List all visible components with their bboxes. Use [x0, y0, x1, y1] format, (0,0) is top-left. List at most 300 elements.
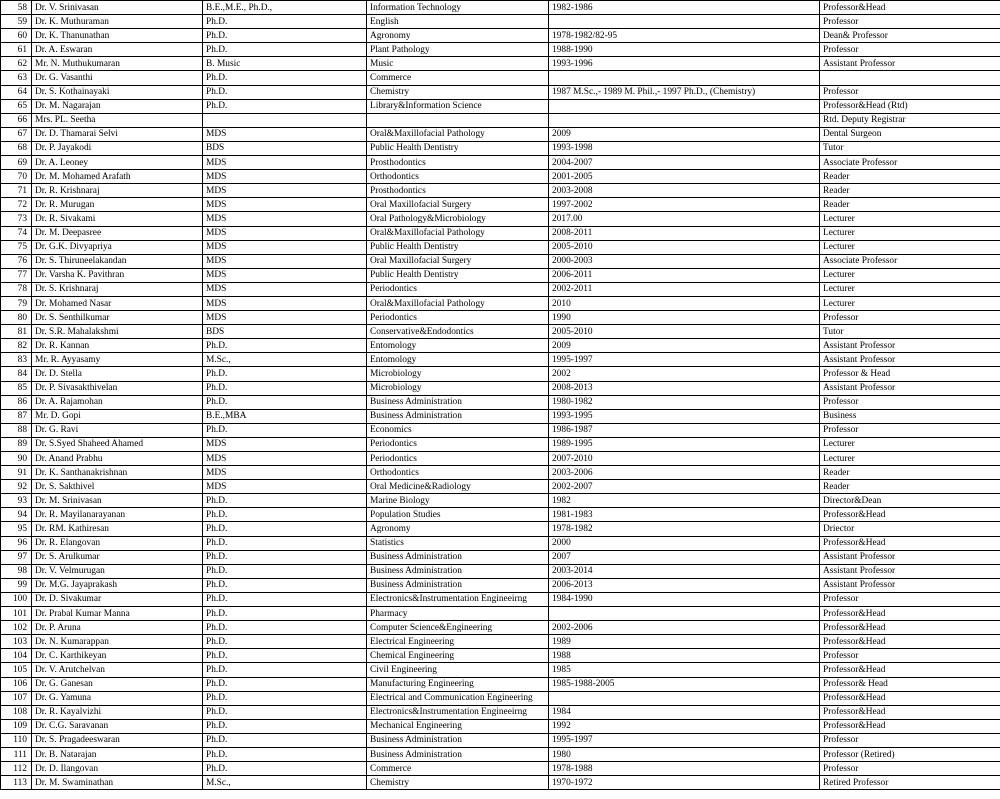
- serial-number-cell: 91: [1, 466, 32, 480]
- qualification-cell: Ph.D.: [203, 691, 367, 705]
- table-row: [1, 466, 1000, 480]
- name-cell: Dr. Mohamed Nasar: [32, 296, 203, 310]
- name-cell: Dr. A. Rajamohan: [32, 395, 203, 409]
- table-row: [1, 480, 1000, 494]
- designation-cell: Professor&Head: [820, 691, 1000, 705]
- year-cell: 1978-1982: [549, 522, 820, 536]
- designation-cell: Professor&Head: [820, 663, 1000, 677]
- qualification-cell: Ph.D.: [203, 494, 367, 508]
- subject-cell: Agronomy: [367, 29, 549, 43]
- qualification-cell: Ph.D.: [203, 536, 367, 550]
- designation-cell: Tutor: [820, 325, 1000, 339]
- year-cell: 1984: [549, 705, 820, 719]
- subject-cell: Entomology: [367, 339, 549, 353]
- designation-cell: Driector: [820, 522, 1000, 536]
- table-row: [1, 184, 1000, 198]
- table-row: [1, 156, 1000, 170]
- qualification-cell: Ph.D.: [203, 649, 367, 663]
- name-cell: Dr. V. Arutchelvan: [32, 663, 203, 677]
- year-cell: 2000-2003: [549, 254, 820, 268]
- designation-cell: Assistant Professor: [820, 550, 1000, 564]
- designation-cell: Reader: [820, 480, 1000, 494]
- table-row: [1, 367, 1000, 381]
- name-cell: Dr. D. Thamarai Selvi: [32, 127, 203, 141]
- designation-cell: Professor&Head: [820, 705, 1000, 719]
- qualification-cell: Ph.D.: [203, 423, 367, 437]
- serial-number-cell: 111: [1, 747, 32, 761]
- name-cell: Dr. R. Kannan: [32, 339, 203, 353]
- subject-cell: Public Health Dentistry: [367, 240, 549, 254]
- qualification-cell: B.E.,MBA: [203, 409, 367, 423]
- table-row: [1, 747, 1000, 761]
- table-row: [1, 226, 1000, 240]
- subject-cell: Orthodontics: [367, 466, 549, 480]
- serial-number-cell: 67: [1, 127, 32, 141]
- name-cell: Dr. N. Kumarappan: [32, 635, 203, 649]
- year-cell: [549, 691, 820, 705]
- name-cell: Dr. V. Srinivasan: [32, 1, 203, 15]
- designation-cell: Lecturer: [820, 452, 1000, 466]
- year-cell: 1978-1988: [549, 762, 820, 776]
- serial-number-cell: 73: [1, 212, 32, 226]
- year-cell: 2003-2014: [549, 564, 820, 578]
- designation-cell: Professor: [820, 762, 1000, 776]
- subject-cell: Library&Information Science: [367, 99, 549, 113]
- name-cell: Dr. D. Sivakumar: [32, 592, 203, 606]
- year-cell: 1987 M.Sc.,- 1989 M. Phil.,- 1997 Ph.D., (Chemistry): [549, 85, 820, 99]
- subject-cell: Oral Maxillofacial Surgery: [367, 198, 549, 212]
- qualification-cell: MDS: [203, 170, 367, 184]
- qualification-cell: MDS: [203, 254, 367, 268]
- serial-number-cell: 113: [1, 776, 32, 790]
- serial-number-cell: 97: [1, 550, 32, 564]
- table-row: [1, 127, 1000, 141]
- name-cell: Dr. D. Ilangovan: [32, 762, 203, 776]
- name-cell: Dr. P. Aruna: [32, 621, 203, 635]
- subject-cell: Chemistry: [367, 85, 549, 99]
- name-cell: Dr. P. Sivasakthivelan: [32, 381, 203, 395]
- name-cell: Dr. G. Ganesan: [32, 677, 203, 691]
- year-cell: 1978-1982/82-95: [549, 29, 820, 43]
- year-cell: 1993-1996: [549, 57, 820, 71]
- name-cell: Dr. S. Arulkumar: [32, 550, 203, 564]
- designation-cell: Professor: [820, 423, 1000, 437]
- table-row: [1, 452, 1000, 466]
- year-cell: 2009: [549, 339, 820, 353]
- designation-cell: Associate Professor: [820, 156, 1000, 170]
- serial-number-cell: 100: [1, 592, 32, 606]
- name-cell: Dr. S. Kothainayaki: [32, 85, 203, 99]
- serial-number-cell: 98: [1, 564, 32, 578]
- serial-number-cell: 62: [1, 57, 32, 71]
- qualification-cell: Ph.D.: [203, 762, 367, 776]
- designation-cell: Professor: [820, 85, 1000, 99]
- qualification-cell: Ph.D.: [203, 607, 367, 621]
- name-cell: Dr. Varsha K. Pavithran: [32, 268, 203, 282]
- subject-cell: Periodontics: [367, 282, 549, 296]
- designation-cell: Reader: [820, 184, 1000, 198]
- serial-number-cell: 79: [1, 296, 32, 310]
- name-cell: Dr. Prabal Kumar Manna: [32, 607, 203, 621]
- designation-cell: Associate Professor: [820, 254, 1000, 268]
- qualification-cell: M.Sc.,: [203, 776, 367, 790]
- year-cell: 1988: [549, 649, 820, 663]
- designation-cell: Professor&Head: [820, 607, 1000, 621]
- designation-cell: Professor&Head: [820, 635, 1000, 649]
- name-cell: Dr. Anand Prabhu: [32, 452, 203, 466]
- name-cell: Dr. R. Krishnaraj: [32, 184, 203, 198]
- designation-cell: Assistant Professor: [820, 353, 1000, 367]
- qualification-cell: MDS: [203, 311, 367, 325]
- qualification-cell: Ph.D.: [203, 621, 367, 635]
- qualification-cell: MDS: [203, 212, 367, 226]
- table-row: [1, 254, 1000, 268]
- qualification-cell: [203, 113, 367, 127]
- name-cell: Dr. S. Krishnaraj: [32, 282, 203, 296]
- name-cell: Dr. K. Santhanakrishnan: [32, 466, 203, 480]
- year-cell: 2010: [549, 296, 820, 310]
- qualification-cell: MDS: [203, 127, 367, 141]
- qualification-cell: Ph.D.: [203, 29, 367, 43]
- serial-number-cell: 103: [1, 635, 32, 649]
- qualification-cell: Ph.D.: [203, 663, 367, 677]
- name-cell: Dr. M. Nagarajan: [32, 99, 203, 113]
- name-cell: Mr. N. Muthukumaran: [32, 57, 203, 71]
- year-cell: 1980: [549, 747, 820, 761]
- serial-number-cell: 66: [1, 113, 32, 127]
- name-cell: Dr. M.G. Jayaprakash: [32, 578, 203, 592]
- qualification-cell: Ph.D.: [203, 719, 367, 733]
- subject-cell: Prosthodontics: [367, 184, 549, 198]
- year-cell: 2005-2010: [549, 240, 820, 254]
- qualification-cell: Ph.D.: [203, 508, 367, 522]
- name-cell: Dr. M. Srinivasan: [32, 494, 203, 508]
- qualification-cell: Ph.D.: [203, 550, 367, 564]
- table-row: [1, 353, 1000, 367]
- subject-cell: Business Administration: [367, 409, 549, 423]
- serial-number-cell: 86: [1, 395, 32, 409]
- table-row: [1, 494, 1000, 508]
- qualification-cell: BDS: [203, 141, 367, 155]
- table-row: [1, 395, 1000, 409]
- subject-cell: English: [367, 15, 549, 29]
- table-row: [1, 85, 1000, 99]
- year-cell: 2003-2008: [549, 184, 820, 198]
- table-row: [1, 719, 1000, 733]
- subject-cell: Business Administration: [367, 747, 549, 761]
- name-cell: Dr. C.G. Saravanan: [32, 719, 203, 733]
- serial-number-cell: 90: [1, 452, 32, 466]
- subject-cell: Commerce: [367, 71, 549, 85]
- designation-cell: Lecturer: [820, 296, 1000, 310]
- name-cell: Dr. G. Vasanthi: [32, 71, 203, 85]
- serial-number-cell: 104: [1, 649, 32, 663]
- table-row: [1, 705, 1000, 719]
- serial-number-cell: 65: [1, 99, 32, 113]
- designation-cell: Professor: [820, 592, 1000, 606]
- serial-number-cell: 75: [1, 240, 32, 254]
- table-row: [1, 733, 1000, 747]
- name-cell: Dr. K. Thanunathan: [32, 29, 203, 43]
- qualification-cell: B.E.,M.E., Ph.D.,: [203, 1, 367, 15]
- qualification-cell: MDS: [203, 452, 367, 466]
- subject-cell: Entomology: [367, 353, 549, 367]
- subject-cell: Public Health Dentistry: [367, 141, 549, 155]
- subject-cell: Plant Pathology: [367, 43, 549, 57]
- year-cell: 1995-1997: [549, 353, 820, 367]
- serial-number-cell: 106: [1, 677, 32, 691]
- year-cell: [549, 113, 820, 127]
- qualification-cell: MDS: [203, 240, 367, 254]
- name-cell: Dr. P. Jayakodi: [32, 141, 203, 155]
- serial-number-cell: 94: [1, 508, 32, 522]
- table-row: [1, 635, 1000, 649]
- name-cell: Mrs. PL. Seetha: [32, 113, 203, 127]
- qualification-cell: MDS: [203, 156, 367, 170]
- table-row: [1, 170, 1000, 184]
- name-cell: Dr. V. Velmurugan: [32, 564, 203, 578]
- serial-number-cell: 82: [1, 339, 32, 353]
- qualification-cell: Ph.D.: [203, 339, 367, 353]
- table-row: [1, 339, 1000, 353]
- designation-cell: Professor: [820, 43, 1000, 57]
- name-cell: Dr. A. Eswaran: [32, 43, 203, 57]
- subject-cell: Periodontics: [367, 452, 549, 466]
- year-cell: 2006-2011: [549, 268, 820, 282]
- table-row: [1, 282, 1000, 296]
- designation-cell: Assistant Professor: [820, 381, 1000, 395]
- serial-number-cell: 74: [1, 226, 32, 240]
- serial-number-cell: 107: [1, 691, 32, 705]
- serial-number-cell: 93: [1, 494, 32, 508]
- designation-cell: Rtd. Deputy Registrar: [820, 113, 1000, 127]
- designation-cell: Tutor: [820, 141, 1000, 155]
- serial-number-cell: 68: [1, 141, 32, 155]
- subject-cell: Oral Medicine&Radiology: [367, 480, 549, 494]
- qualification-cell: Ph.D.: [203, 677, 367, 691]
- table-row: [1, 71, 1000, 85]
- designation-cell: Professor&Head: [820, 536, 1000, 550]
- serial-number-cell: 60: [1, 29, 32, 43]
- year-cell: 2003-2006: [549, 466, 820, 480]
- designation-cell: Reader: [820, 170, 1000, 184]
- designation-cell: Professor: [820, 395, 1000, 409]
- table-row: [1, 592, 1000, 606]
- designation-cell: Professor& Head: [820, 677, 1000, 691]
- qualification-cell: Ph.D.: [203, 592, 367, 606]
- designation-cell: [820, 71, 1000, 85]
- designation-cell: Lecturer: [820, 282, 1000, 296]
- table-row: [1, 776, 1000, 790]
- subject-cell: Microbiology: [367, 367, 549, 381]
- table-row: [1, 29, 1000, 43]
- subject-cell: Business Administration: [367, 578, 549, 592]
- serial-number-cell: 96: [1, 536, 32, 550]
- subject-cell: Business Administration: [367, 564, 549, 578]
- name-cell: Dr. K. Muthuraman: [32, 15, 203, 29]
- serial-number-cell: 64: [1, 85, 32, 99]
- year-cell: 1997-2002: [549, 198, 820, 212]
- year-cell: 2008-2011: [549, 226, 820, 240]
- year-cell: 1993-1995: [549, 409, 820, 423]
- year-cell: 2007-2010: [549, 452, 820, 466]
- subject-cell: Electrical Engineering: [367, 635, 549, 649]
- subject-cell: Commerce: [367, 762, 549, 776]
- qualification-cell: Ph.D.: [203, 43, 367, 57]
- name-cell: Dr. G. Yamuna: [32, 691, 203, 705]
- table-row: [1, 550, 1000, 564]
- subject-cell: Microbiology: [367, 381, 549, 395]
- subject-cell: Business Administration: [367, 733, 549, 747]
- subject-cell: Pharmacy: [367, 607, 549, 621]
- qualification-cell: Ph.D.: [203, 99, 367, 113]
- subject-cell: Conservative&Endodontics: [367, 325, 549, 339]
- designation-cell: Professor: [820, 649, 1000, 663]
- qualification-cell: BDS: [203, 325, 367, 339]
- year-cell: 2008-2013: [549, 381, 820, 395]
- name-cell: Dr. A. Leoney: [32, 156, 203, 170]
- designation-cell: Reader: [820, 198, 1000, 212]
- year-cell: 2000: [549, 536, 820, 550]
- subject-cell: [367, 113, 549, 127]
- subject-cell: Oral Pathology&Microbiology: [367, 212, 549, 226]
- year-cell: [549, 71, 820, 85]
- serial-number-cell: 108: [1, 705, 32, 719]
- serial-number-cell: 80: [1, 311, 32, 325]
- year-cell: [549, 607, 820, 621]
- serial-number-cell: 76: [1, 254, 32, 268]
- serial-number-cell: 77: [1, 268, 32, 282]
- table-row: [1, 141, 1000, 155]
- year-cell: 1980-1982: [549, 395, 820, 409]
- designation-cell: Professor&Head (Rtd): [820, 99, 1000, 113]
- year-cell: 2004-2007: [549, 156, 820, 170]
- table-row: [1, 437, 1000, 451]
- table-row: [1, 691, 1000, 705]
- serial-number-cell: 63: [1, 71, 32, 85]
- year-cell: 1989: [549, 635, 820, 649]
- table-row: [1, 15, 1000, 29]
- serial-number-cell: 70: [1, 170, 32, 184]
- designation-cell: Professor&Head: [820, 1, 1000, 15]
- designation-cell: Professor (Retired): [820, 747, 1000, 761]
- qualification-cell: Ph.D.: [203, 635, 367, 649]
- serial-number-cell: 72: [1, 198, 32, 212]
- name-cell: Dr. R. Mayilanarayanan: [32, 508, 203, 522]
- qualification-cell: MDS: [203, 268, 367, 282]
- serial-number-cell: 83: [1, 353, 32, 367]
- designation-cell: Dental Surgeon: [820, 127, 1000, 141]
- serial-number-cell: 99: [1, 578, 32, 592]
- qualification-cell: Ph.D.: [203, 85, 367, 99]
- serial-number-cell: 92: [1, 480, 32, 494]
- year-cell: 1988-1990: [549, 43, 820, 57]
- qualification-cell: Ph.D.: [203, 522, 367, 536]
- designation-cell: Lecturer: [820, 437, 1000, 451]
- table-row: [1, 564, 1000, 578]
- serial-number-cell: 84: [1, 367, 32, 381]
- subject-cell: Statistics: [367, 536, 549, 550]
- qualification-cell: MDS: [203, 226, 367, 240]
- serial-number-cell: 105: [1, 663, 32, 677]
- subject-cell: Mechanical Engineering: [367, 719, 549, 733]
- name-cell: Dr. M. Deepasree: [32, 226, 203, 240]
- qualification-cell: Ph.D.: [203, 15, 367, 29]
- faculty-table-body: [1, 1, 1000, 790]
- serial-number-cell: 112: [1, 762, 32, 776]
- table-row: [1, 381, 1000, 395]
- table-row: [1, 240, 1000, 254]
- subject-cell: Oral&Maxillofacial Pathology: [367, 127, 549, 141]
- serial-number-cell: 95: [1, 522, 32, 536]
- table-row: [1, 43, 1000, 57]
- serial-number-cell: 102: [1, 621, 32, 635]
- qualification-cell: Ph.D.: [203, 705, 367, 719]
- qualification-cell: Ph.D.: [203, 747, 367, 761]
- qualification-cell: Ph.D.: [203, 733, 367, 747]
- subject-cell: Electronics&Instrumentation Engineeirng: [367, 592, 549, 606]
- table-row: [1, 508, 1000, 522]
- name-cell: Dr. R. Elangovan: [32, 536, 203, 550]
- subject-cell: Prosthodontics: [367, 156, 549, 170]
- table-row: [1, 113, 1000, 127]
- qualification-cell: MDS: [203, 184, 367, 198]
- name-cell: Dr. R. Sivakami: [32, 212, 203, 226]
- designation-cell: Professor&Head: [820, 508, 1000, 522]
- subject-cell: Manufacturing Engineering: [367, 677, 549, 691]
- qualification-cell: Ph.D.: [203, 367, 367, 381]
- name-cell: Dr. B. Natarajan: [32, 747, 203, 761]
- subject-cell: Music: [367, 57, 549, 71]
- table-row: [1, 536, 1000, 550]
- subject-cell: Chemical Engineering: [367, 649, 549, 663]
- year-cell: 1982-1986: [549, 1, 820, 15]
- year-cell: 1995-1997: [549, 733, 820, 747]
- designation-cell: Professor: [820, 733, 1000, 747]
- year-cell: 1986-1987: [549, 423, 820, 437]
- qualification-cell: Ph.D.: [203, 381, 367, 395]
- designation-cell: Professor&Head: [820, 621, 1000, 635]
- serial-number-cell: 81: [1, 325, 32, 339]
- designation-cell: Professor: [820, 311, 1000, 325]
- table-row: [1, 607, 1000, 621]
- designation-cell: Business: [820, 409, 1000, 423]
- subject-cell: Business Administration: [367, 395, 549, 409]
- qualification-cell: Ph.D.: [203, 395, 367, 409]
- designation-cell: Retired Professor: [820, 776, 1000, 790]
- subject-cell: Population Studies: [367, 508, 549, 522]
- name-cell: Dr. S.Syed Shaheed Ahamed: [32, 437, 203, 451]
- year-cell: 2001-2005: [549, 170, 820, 184]
- qualification-cell: MDS: [203, 296, 367, 310]
- subject-cell: Information Technology: [367, 1, 549, 15]
- qualification-cell: MDS: [203, 198, 367, 212]
- designation-cell: Professor & Head: [820, 367, 1000, 381]
- subject-cell: Public Health Dentistry: [367, 268, 549, 282]
- year-cell: 2009: [549, 127, 820, 141]
- serial-number-cell: 109: [1, 719, 32, 733]
- serial-number-cell: 110: [1, 733, 32, 747]
- serial-number-cell: 59: [1, 15, 32, 29]
- designation-cell: Dean& Professor: [820, 29, 1000, 43]
- qualification-cell: M.Sc.,: [203, 353, 367, 367]
- serial-number-cell: 69: [1, 156, 32, 170]
- subject-cell: Business Administration: [367, 550, 549, 564]
- qualification-cell: Ph.D.: [203, 578, 367, 592]
- qualification-cell: Ph.D.: [203, 71, 367, 85]
- serial-number-cell: 61: [1, 43, 32, 57]
- designation-cell: Assistant Professor: [820, 564, 1000, 578]
